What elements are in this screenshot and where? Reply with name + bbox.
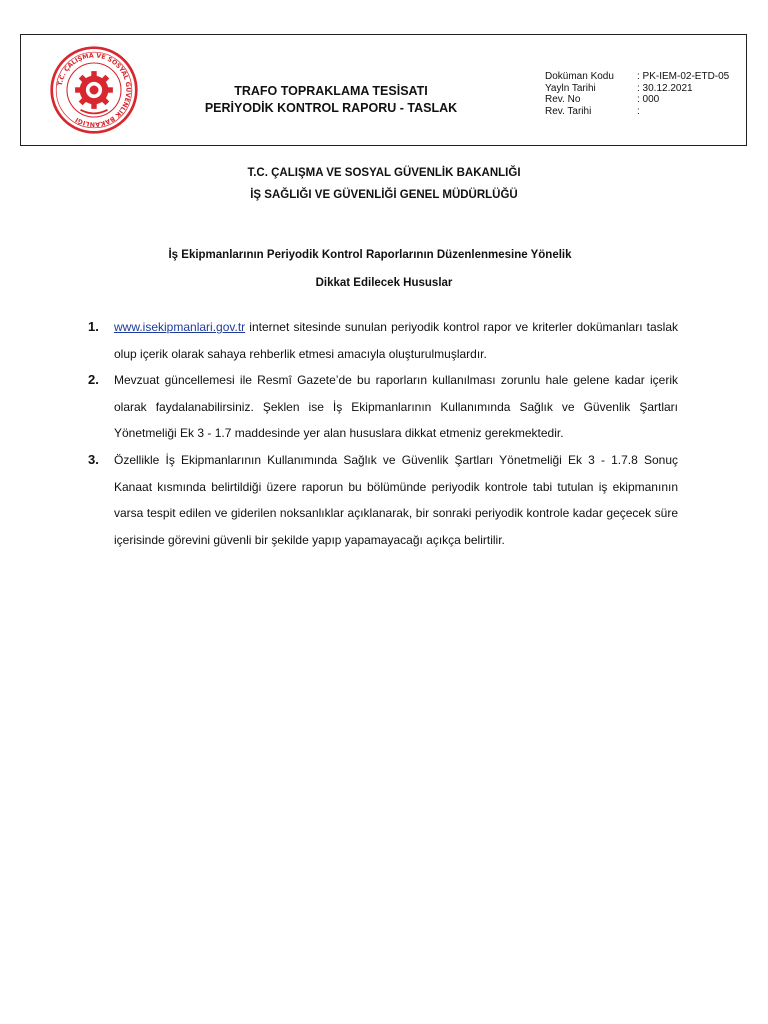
ministry-line2: İŞ SAĞLIĞI VE GÜVENLİĞİ GENEL MÜDÜRLÜĞÜ — [250, 189, 518, 201]
report-title-line2: PERİYODİK KONTROL RAPORU - TASLAK — [204, 101, 458, 115]
section-subtitle-line1: İş Ekipmanlarının Periyodik Kontrol Raporlarının Düzenlenmesine Yönelik — [168, 249, 572, 261]
ministry-heading — [0, 162, 768, 206]
meta-label: Yayln Tarihi — [545, 82, 596, 94]
meta-value: : 000 — [637, 94, 660, 105]
document-meta — [545, 71, 729, 117]
ministry-line1: T.C. ÇALIŞMA VE SOSYAL GÜVENLİK BAKANLIĞI — [247, 167, 521, 179]
item-text: Özellikle İş Ekipmanlarının Kullanımında Sağlık ve Güvenlik Şartları Yönetmeliği Ek 3 - 1.7.8 Sonuç Kanaat kısmında belirtildiği üzere raporun bu bölümünde periyodik kontrole tabi tutulan iş ekipmanının varsa tespit edilen ve giderilen noksanlıklar açıklanarak, bir sonraki periyodik kontrole kadar geçecek süre içerisinde görevini güvenli bir şekilde yapıp yapamayacağı açıkça belirtilir. — [114, 452, 678, 547]
meta-value: : 30.12.2021 — [637, 82, 693, 94]
meta-row — [545, 94, 729, 106]
item-number: 1. — [88, 319, 99, 334]
website-link[interactable]: www.isekipmanlari.gov.tr — [114, 320, 246, 334]
ministry-seal-logo — [49, 45, 139, 135]
report-title — [181, 83, 481, 117]
report-title-line1: TRAFO TOPRAKLAMA TESİSATI — [234, 84, 428, 98]
meta-label: Rev. No — [545, 94, 581, 105]
instruction-list — [88, 314, 678, 553]
list-item — [88, 314, 678, 367]
meta-row — [545, 106, 729, 118]
section-subtitle-line2: Dikkat Edilecek Hususlar — [315, 277, 453, 289]
item-number: 3. — [88, 451, 99, 467]
item-number: 2. — [88, 372, 99, 388]
item-text: Mevzuat güncellemesi ile Resmî Gazete’de bu raporların kullanılması zorunlu hale gelene kadar içerik olarak faydalanabilirsiniz. Şeklen ise İş Ekipmanlarının Kullanımında Sağlık ve Güvenlik Şartları Yönetmeliği Ek 3 - 1.7 maddesinde yer alan hususlara dikkat etmeniz gerekmektedir. — [114, 373, 678, 441]
meta-row — [545, 83, 729, 95]
meta-label: Rev. Tarihi — [545, 105, 592, 117]
meta-value: : — [637, 105, 640, 117]
document-header — [20, 34, 747, 146]
list-item — [88, 367, 678, 447]
item-text: internet sitesinde sunulan periyodik kontrol rapor ve kriterler dokümanları taslak olup içerik olarak sahaya rehberlik etmesi amacıyla oluşturulmuşlardır. — [114, 320, 678, 361]
svg-text:T.C. ÇALIŞMA VE SOSYAL GÜVENLİ: T.C. ÇALIŞMA VE SOSYAL GÜVENLİK BAKANLIĞI — [56, 52, 132, 128]
meta-value: : PK-IEM-02-ETD-05 — [637, 71, 730, 82]
meta-label: Doküman Kodu — [545, 71, 614, 82]
list-item — [88, 447, 678, 553]
meta-row — [545, 71, 729, 83]
